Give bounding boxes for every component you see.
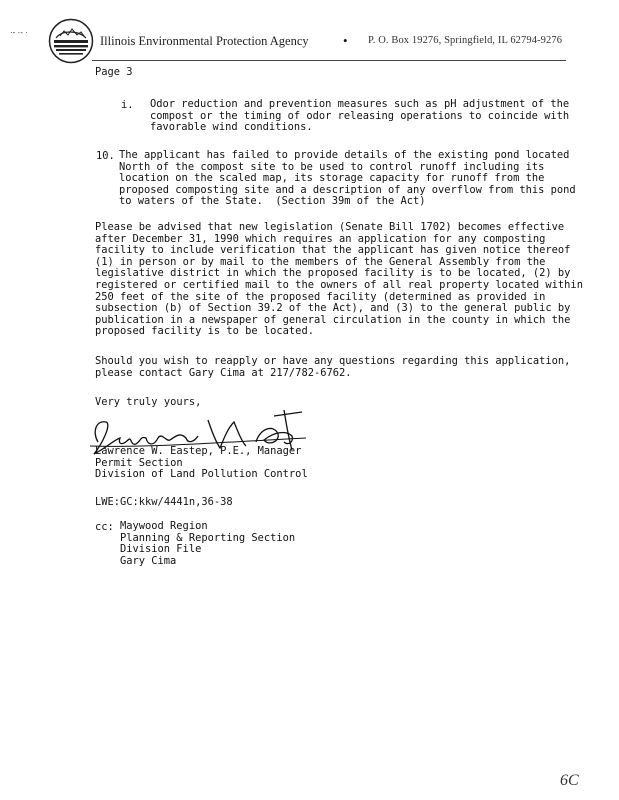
contact-line: Should you wish to reapply or have any questions regarding this application, — [95, 355, 571, 367]
agency-address: P. O. Box 19276, Springfield, IL 62794-9276 — [368, 35, 563, 46]
signer-division: Division of Land Pollution Control — [95, 468, 308, 481]
legislation-line: Please be advised that new legislation (Senate Bill 1702) becomes effective — [95, 221, 565, 233]
legislation-line: 250 feet of the site of the proposed facility (determined as provided in — [95, 290, 546, 303]
signer-name: Lawrence W. Eastep, P.E., Manager — [95, 445, 302, 457]
legislation-line: facility to include verification that the applicant has given notice thereof — [95, 244, 571, 257]
legislation-line: legislative district in which the proposed facility is to be located, (2) by — [95, 267, 571, 280]
scan-artifact: ·‐ ·‐ · — [10, 28, 28, 37]
contact-line: please contact Gary Cima at 217/782-6762. — [95, 366, 352, 379]
legislation-line: proposed facility is to be located. — [95, 325, 314, 338]
legislation-paragraph — [95, 222, 583, 338]
item-10-text — [119, 150, 576, 208]
item-i-number: i. — [121, 99, 134, 111]
item-10-number: 10. — [96, 150, 115, 162]
cc-recipient: Gary Cima — [120, 554, 177, 567]
item-10-line: proposed composting site and a description of any overflow from this pond — [119, 183, 576, 196]
header-rule — [92, 60, 566, 61]
agency-name: Illinois Environmental Protection Agency — [100, 34, 309, 48]
legislation-line: after December 31, 1990 which requires an application for any composting — [95, 232, 546, 245]
item-10-line: North of the compost site to be used to control runoff including its — [119, 160, 545, 173]
item-i-line: Odor reduction and prevention measures such as pH adjustment of the — [150, 98, 570, 110]
reference-initials: LWE:GC:kkw/4441n,36-38 — [95, 496, 233, 508]
cc-label: cc: — [95, 521, 114, 533]
item-i-text — [150, 99, 569, 134]
signature-block — [95, 446, 308, 481]
item-i-line: compost or the timing of odor releasing operations to coincide with — [150, 109, 570, 122]
legislation-line: subsection (b) of Section 39.2 of the Act), and (3) to the general public by — [95, 302, 571, 315]
handwritten-page-mark: 6C — [560, 772, 579, 789]
cc-recipient: Planning & Reporting Section — [120, 531, 296, 544]
closing-salutation: Very truly yours, — [95, 396, 202, 408]
header-separator: • — [343, 33, 348, 48]
legislation-line: publication in a newspaper of general circulation in the county in which the — [95, 313, 571, 326]
page-number: Page 3 — [95, 66, 133, 78]
cc-recipient: Maywood Region — [120, 520, 208, 532]
cc-list — [120, 521, 295, 567]
agency-logo-icon — [48, 18, 94, 64]
cc-recipient: Division File — [120, 543, 202, 556]
legislation-line: registered or certified mail to the owners of all real property located within — [95, 278, 583, 291]
signer-section: Permit Section — [95, 456, 183, 469]
item-10-line: The applicant has failed to provide details of the existing pond located — [119, 149, 570, 161]
item-10-line: location on the scaled map, its storage capacity for runoff from the — [119, 172, 545, 185]
item-10-line: to waters of the State. (Section 39m of the Act) — [119, 195, 426, 208]
item-i-line: favorable wind conditions. — [150, 121, 313, 134]
legislation-line: (1) in person or by mail to the members of the General Assembly from the — [95, 255, 546, 268]
contact-paragraph — [95, 356, 570, 379]
